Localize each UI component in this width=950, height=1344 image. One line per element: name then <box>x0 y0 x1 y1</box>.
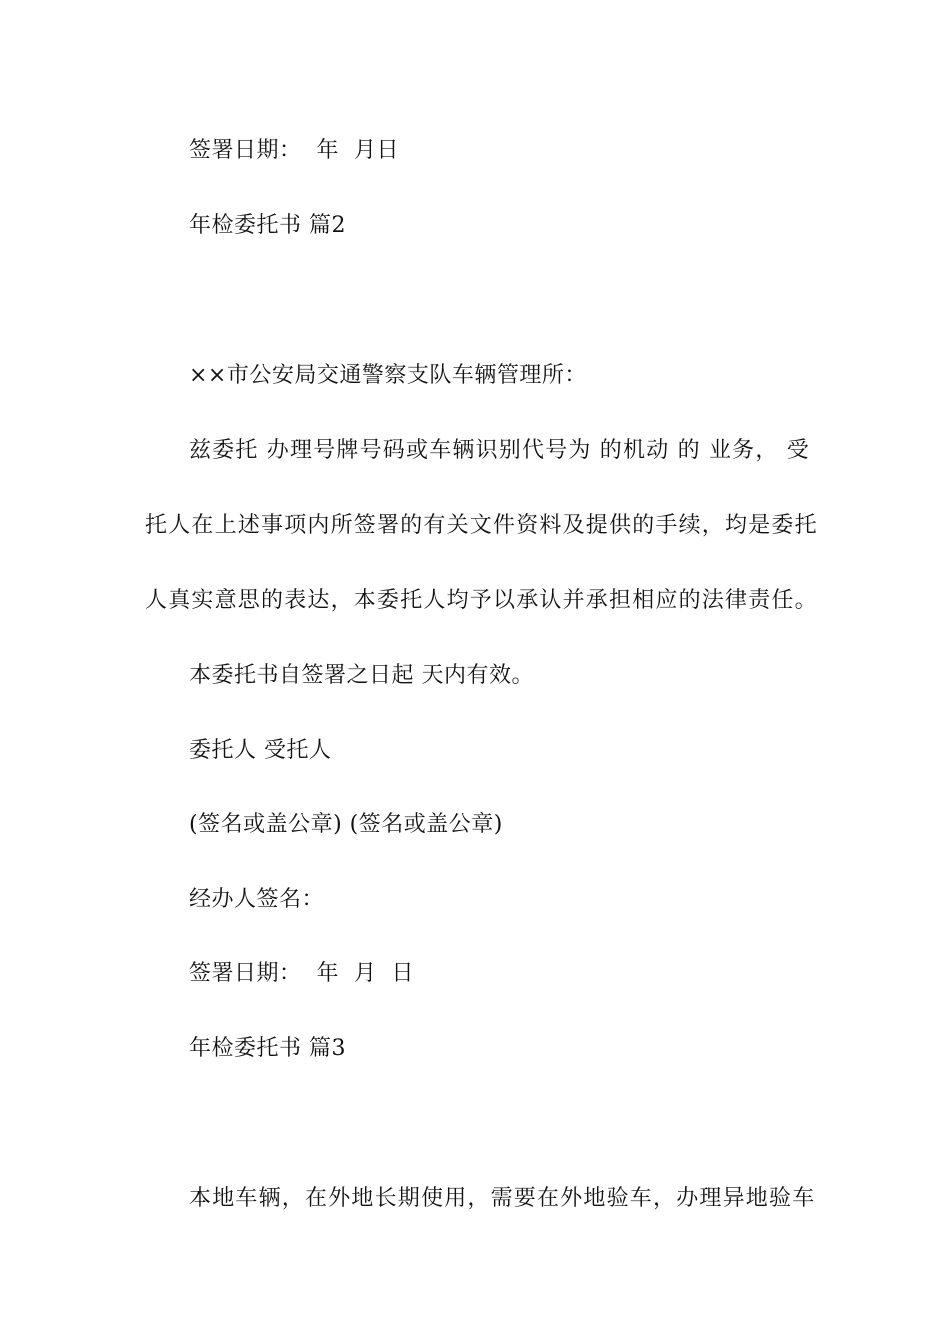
body-line-3: 人真实意思的表达，本委托人均予以承认并承担相应的法律责任。 <box>145 588 818 613</box>
para-3-line-1: 本地车辆，在外地长期使用，需要在外地验车，办理异地验车 <box>189 1186 816 1211</box>
parties-line: 委托人 受托人 <box>189 738 332 763</box>
body-line-1: 兹委托 办理号牌号码或车辆识别代号为 的机动 的 业务， 受 <box>189 438 810 463</box>
addressee-line: ××市公安局交通警察支队车辆管理所： <box>189 363 587 388</box>
signature-note-line: (签名或盖公章) (签名或盖公章) <box>189 812 503 837</box>
validity-line: 本委托书自签署之日起 天内有效。 <box>189 663 534 688</box>
sign-date-line-2: 签署日期： 年 月 日 <box>189 961 414 986</box>
handler-signature-line: 经办人签名： <box>189 887 325 912</box>
sign-date-line-1: 签署日期： 年 月日 <box>189 138 399 163</box>
section-heading-2: 年检委托书 篇2 <box>189 213 346 238</box>
body-line-2: 托人在上述事项内所签署的有关文件资料及提供的手续，均是委托 <box>145 513 818 538</box>
section-heading-3: 年检委托书 篇3 <box>189 1036 346 1061</box>
